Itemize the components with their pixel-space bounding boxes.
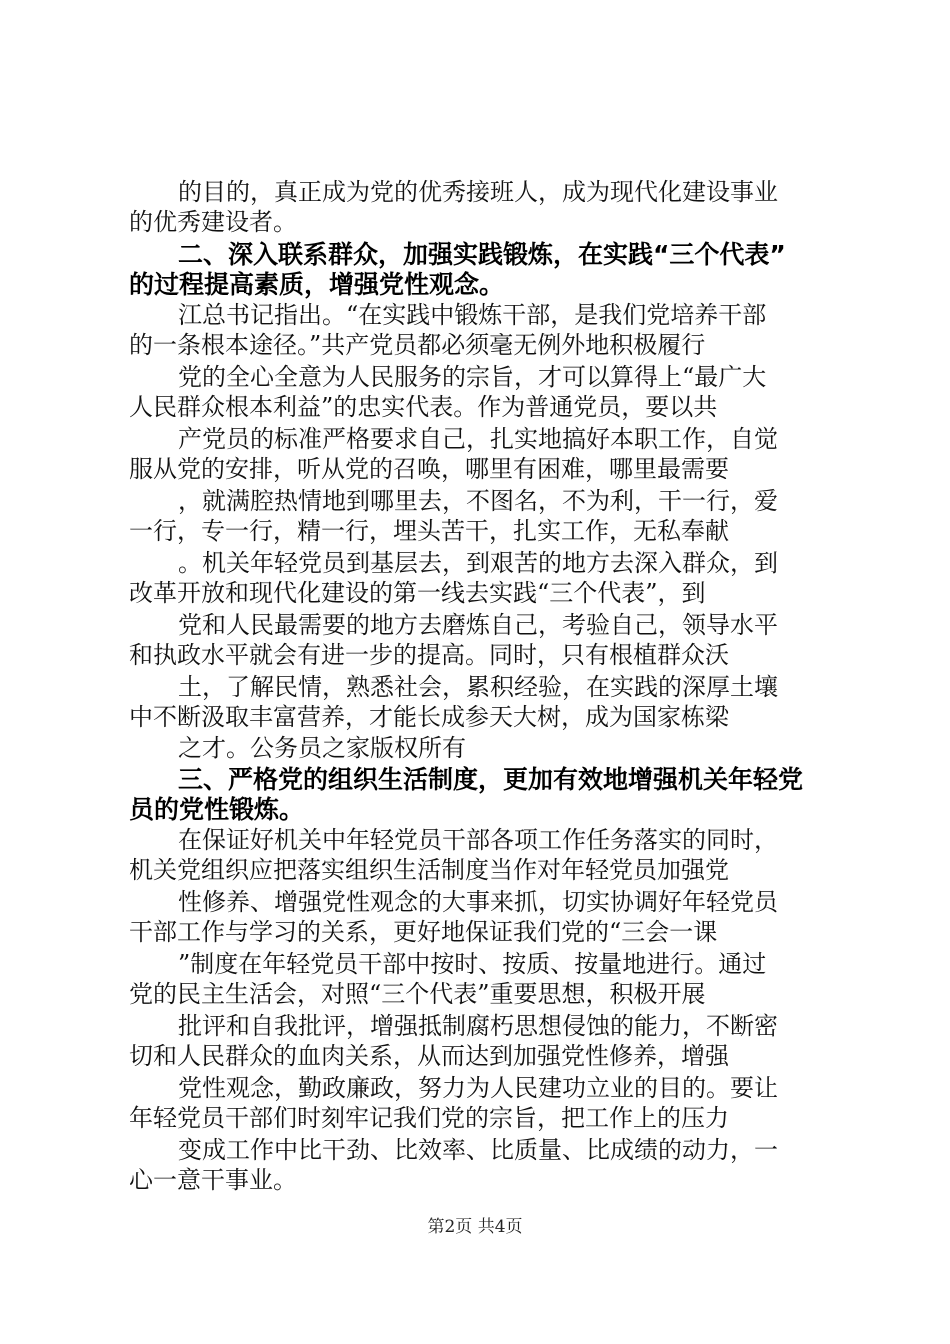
body-text-line: ”制度在年轻党员干部中按时、按质、按量地进行。通过 — [178, 950, 767, 978]
body-text-line: 性修养、增强党性观念的大事来抓，切实协调好年轻党员 — [178, 888, 778, 916]
body-text-line: ，就满腔热情地到哪里去，不图名，不为利，干一行，爱 — [178, 487, 778, 515]
body-text-line: 。机关年轻党员到基层去，到艰苦的地方去深入群众，到 — [178, 549, 778, 577]
body-text-line: 产党员的标准严格要求自己，扎实地搞好本职工作，自觉 — [178, 425, 778, 453]
body-text-line: 心一意干事业。 — [129, 1166, 297, 1194]
body-text-line: 服从党的安排，听从党的召唤，哪里有困难，哪里最需要 — [129, 455, 729, 483]
body-text-line: 党性观念，勤政廉政，努力为人民建功立业的目的。要让 — [178, 1074, 778, 1102]
body-text-line: 的目的，真正成为党的优秀接班人，成为现代化建设事业 — [178, 178, 778, 206]
body-text-line: 的一条根本途径。”共产党员都必须毫无例外地积极履行 — [129, 331, 706, 359]
body-text-line: 党的全心全意为人民服务的宗旨，才可以算得上“最广大 — [178, 363, 767, 391]
body-text-line: 中不断汲取丰富营养，才能长成参天大树，成为国家栋梁 — [129, 703, 729, 731]
body-text-line: 和执政水平就会有进一步的提高。同时，只有根植群众沃 — [129, 641, 729, 669]
section-heading: 二、深入联系群众，加强实践锻炼，在实践“三个代表” — [178, 240, 786, 269]
section-heading: 三、严格党的组织生活制度，更加有效地增强机关年轻党 — [178, 765, 804, 794]
page-number-footer: 第2页 共4页 — [427, 1217, 523, 1237]
section-heading: 的过程提高素质，增强党性观念。 — [129, 270, 505, 299]
body-text-line: 改革开放和现代化建设的第一线去实践“三个代表”，到 — [129, 579, 706, 607]
section-heading: 员的党性锻炼。 — [129, 795, 305, 824]
body-text-line: 年轻党员干部们时刻牢记我们党的宗旨，把工作上的压力 — [129, 1104, 729, 1132]
body-text-line: 变成工作中比干劲、比效率、比质量、比成绩的动力，一 — [178, 1136, 778, 1164]
body-text-line: 党的民主生活会，对照“三个代表”重要思想，积极开展 — [129, 980, 706, 1008]
body-text-line: 党和人民最需要的地方去磨炼自己，考验自己，领导水平 — [178, 611, 778, 639]
body-text-line: 机关党组织应把落实组织生活制度当作对年轻党员加强党 — [129, 856, 729, 884]
body-text-line: 江总书记指出。“在实践中锻炼干部，是我们党培养干部 — [178, 301, 767, 329]
body-text-line: 人民群众根本利益”的忠实代表。作为普通党员，要以共 — [129, 393, 718, 421]
body-text-line: 干部工作与学习的关系，更好地保证我们党的“三会一课 — [129, 918, 718, 946]
body-text-line: 之才。公务员之家版权所有 — [178, 734, 466, 762]
body-text-line: 一行，专一行，精一行，埋头苦干，扎实工作，无私奉献 — [129, 517, 729, 545]
body-text-line: 土，了解民情，熟悉社会，累积经验，在实践的深厚土壤 — [178, 673, 778, 701]
body-text-line: 批评和自我批评，增强抵制腐朽思想侵蚀的能力，不断密 — [178, 1012, 778, 1040]
body-text-line: 的优秀建设者。 — [129, 208, 297, 236]
body-text-line: 切和人民群众的血肉关系，从而达到加强党性修养，增强 — [129, 1042, 729, 1070]
body-text-line: 在保证好机关中年轻党员干部各项工作任务落实的同时， — [178, 826, 778, 854]
